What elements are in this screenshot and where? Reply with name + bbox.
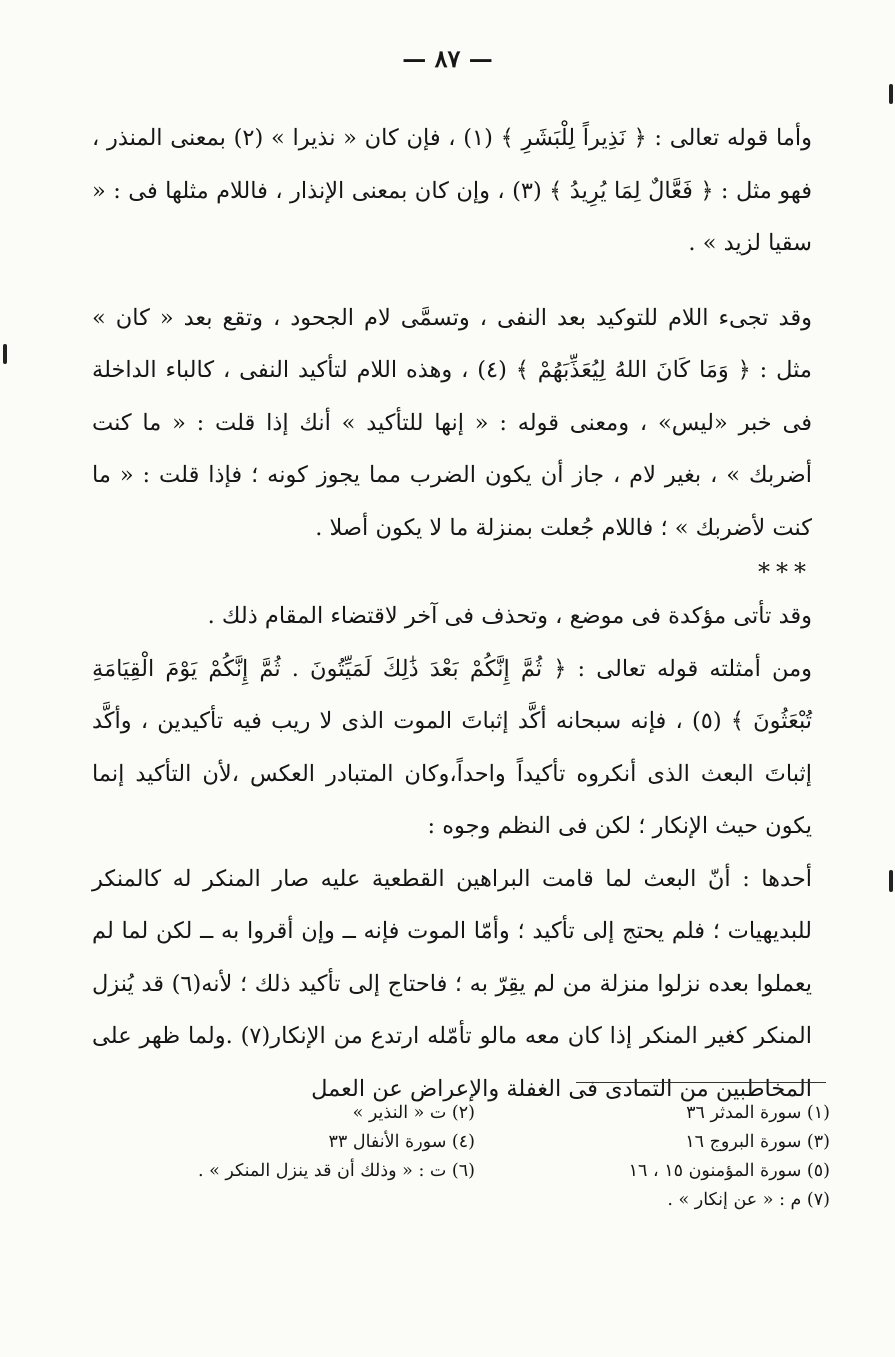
footnote: (٣) سورة البروج ١٦ xyxy=(685,1132,830,1152)
footnote: (٢) ت « النذير » xyxy=(352,1103,475,1123)
margin-mark xyxy=(3,344,7,364)
footnote-row xyxy=(120,1157,830,1186)
paragraph: أحدها : أنّ البعث لما قامت البراهين القطعية عليه صار المنكر له كالمنكر للبديهيات ؛ فلم يحتج إلى تأكيد ؛ وأمّا الموت فإنه ــ وإن أقروا به ــ لكن لما لم يعملوا بعده نزلوا منزلة من لم يقِرّ به ؛ فاحتاج إلى تأكيد ذلك ؛ لأنه(٦) قد يُنزل المنكر كغير المنكر إذا كان معه مالو تأمّله ارتدع من الإنكار(٧) .ولما ظهر على المخاطبين من التمادى فى الغفلة والإعراض عن العمل xyxy=(92,865,813,1102)
margin-mark xyxy=(889,870,893,892)
footnote: (١) سورة المدثر ٣٦ xyxy=(686,1103,830,1123)
paragraph: وقد تأتى مؤكدة فى موضع ، وتحذف فى آخر لاقتضاء المقام ذلك . xyxy=(207,603,812,629)
paragraph: ومن أمثلته قوله تعالى : ﴿ ثُمَّ إِنَّكُمْ بَعْدَ ذَٰلِكَ لَمَيِّتُونَ . ثُمَّ إِنَّكُمْ يَوْمَ الْقِيَامَةِ تُبْعَثُونَ ﴾ (٥) ، فإنه سبحانه أكَّد إثباتَ الموت الذى لا ريب فيه تأكيدين ، وأكَّد إثباتَ البعث الذى أنكروه تأكيداً واحداً،وكان المتبادر العكس ،لأن التأكيد إنما يكون حيث الإنكار ؛ لكن فى النظم وجوه : xyxy=(92,655,812,839)
paragraph: وأما قوله تعالى : ﴿ نَذِيراً لِلْبَشَرِ ﴾ (١) ، فإن كان « نذيرا » (٢) بمعنى المنذر ، فهو مثل : ﴿ فَعَّالٌ لِمَا يُرِيدُ ﴾ (٣) ، وإن كان بمعنى الإنذار ، فاللام مثلها فى : « سقيا لزيد » . xyxy=(92,125,813,256)
margin-mark xyxy=(889,84,893,104)
footnote xyxy=(120,1186,475,1215)
body-text xyxy=(92,112,812,1115)
footnote-row xyxy=(120,1128,830,1157)
paragraph: وقد تجىء اللام للتوكيد بعد النفى ، وتسمَّى لام الجحود ، وتقع بعد « كان » مثل : ﴿ وَمَا كَانَ اللهُ لِيُعَذِّبَهُمْ ﴾ (٤) ، وهذه اللام لتأكيد النفى ، كالباء الداخلة فى خبر «ليس» ، ومعنى قوله : « إنها للتأكيد » أنك إذا قلت : « ما كنت أضربك » ، بغير لام ، جاز أن يكون الضرب مما يجوز كونه ؛ فإذا قلت : « ما كنت لأضربك » ؛ فاللام جُعلت بمنزلة ما لا يكون أصلا . xyxy=(92,304,812,541)
footnote: (٦) ت : « وذلك أن قد ينزل المنكر » . xyxy=(197,1161,475,1181)
footnote: (٥) سورة المؤمنون ١٥ ، ١٦ xyxy=(628,1161,830,1181)
footnote-row xyxy=(120,1186,830,1215)
footnote: (٤) سورة الأنفال ٣٣ xyxy=(328,1132,475,1152)
footnote: (٧) م : « عن إنكار » . xyxy=(667,1190,830,1210)
footnote-rule xyxy=(576,1082,826,1083)
page-number: — ٨٧ — xyxy=(402,44,493,73)
footnote-row xyxy=(120,1099,830,1128)
section-separator: *** xyxy=(758,558,812,586)
footnotes xyxy=(120,1099,830,1215)
